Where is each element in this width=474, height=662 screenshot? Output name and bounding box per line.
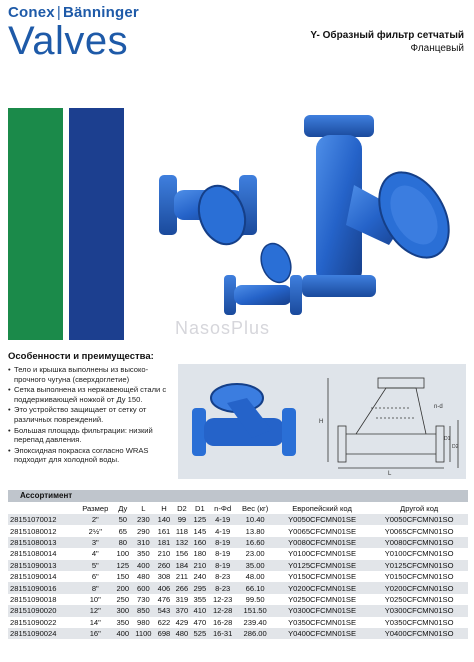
table-cell: Y0050CFCMN01SO <box>370 514 468 525</box>
table-cell: 151.50 <box>236 605 273 616</box>
table-cell: 980 <box>132 617 155 628</box>
table-cell: 160 <box>191 537 209 548</box>
table-cell: Y0300CFCMN01SE <box>274 605 370 616</box>
valve-photo-image <box>182 368 312 476</box>
feature-item: • Тело и крышка выполнены из высоко-прочного чугуна (сверхдоглетие) <box>8 365 176 384</box>
table-cell: 184 <box>173 560 191 571</box>
feature-item: • Сетка выполнена из нержавеющей стали с поддерживающей ножкой от Ду 150. <box>8 385 176 404</box>
table-cell: 8-19 <box>209 548 237 559</box>
table-cell: 28151080013 <box>8 537 77 548</box>
table-cell: 286.00 <box>236 628 273 639</box>
product-title: Y- Образный фильтр сетчатый <box>310 30 464 41</box>
table-cell: 295 <box>191 582 209 593</box>
small-valve-icon <box>224 239 302 315</box>
dim-nd-label: n-d <box>434 404 443 410</box>
table-cell: 12" <box>77 605 114 616</box>
brand-separator: | <box>56 4 61 21</box>
technical-drawing <box>316 368 464 476</box>
table-cell: Y0400CFCMN01SO <box>370 628 468 639</box>
table-cell: 140 <box>155 514 173 525</box>
table-row <box>8 548 468 559</box>
table-header-cell: Вес (кг) <box>236 502 273 514</box>
table-cell: 161 <box>155 525 173 536</box>
table-cell: 622 <box>155 617 173 628</box>
table-cell: 400 <box>114 628 132 639</box>
table-cell: 5" <box>77 560 114 571</box>
feature-item: • Большая площадь фильтрации: низкий перепад давления. <box>8 426 176 445</box>
table-cell: Y0300CFCMN01SO <box>370 605 468 616</box>
table-cell: 145 <box>191 525 209 536</box>
table-cell: 28151090020 <box>8 605 77 616</box>
table-cell: 410 <box>191 605 209 616</box>
table-cell: Y0125CFCMN01SE <box>274 560 370 571</box>
table-header-cell: n-Φd <box>209 502 237 514</box>
table-cell: 48.00 <box>236 571 273 582</box>
assortment-table <box>8 502 468 639</box>
table-cell: Y0250CFCMN01SO <box>370 594 468 605</box>
table-header-cell: H <box>155 502 173 514</box>
green-stripe <box>8 108 63 340</box>
table-cell: 239.40 <box>236 617 273 628</box>
table-cell: 150 <box>114 571 132 582</box>
table-row <box>8 525 468 536</box>
hero-valves-image <box>124 95 469 345</box>
table-cell: 156 <box>173 548 191 559</box>
table-cell: 350 <box>114 617 132 628</box>
dim-h-label: H <box>319 419 324 425</box>
table-header-cell: L <box>132 502 155 514</box>
table-cell: 266 <box>173 582 191 593</box>
table-cell: 525 <box>191 628 209 639</box>
table-cell: 200 <box>114 582 132 593</box>
blue-stripe <box>69 108 124 340</box>
table-cell: 35.00 <box>236 560 273 571</box>
table-cell: 28151090014 <box>8 571 77 582</box>
table-header-row <box>8 502 468 514</box>
table-cell: 28151090013 <box>8 560 77 571</box>
table-cell: 310 <box>132 537 155 548</box>
table-row <box>8 537 468 548</box>
table-cell: 260 <box>155 560 173 571</box>
table-cell: Y0050CFCMN01SE <box>274 514 370 525</box>
table-cell: 10" <box>77 594 114 605</box>
table-cell: Y0200CFCMN01SO <box>370 582 468 593</box>
table-cell: Y0080CFCMN01SE <box>274 537 370 548</box>
table-cell: 429 <box>173 617 191 628</box>
table-cell: 28151090018 <box>8 594 77 605</box>
assortment-label: Ассортимент <box>8 490 468 502</box>
table-cell: 125 <box>191 514 209 525</box>
table-cell: 4-19 <box>209 525 237 536</box>
table-cell: 28151070012 <box>8 514 77 525</box>
table-cell: 250 <box>114 594 132 605</box>
table-cell: 28151090022 <box>8 617 77 628</box>
table-cell: 406 <box>155 582 173 593</box>
table-cell: 118 <box>173 525 191 536</box>
brand-name-part1: Conex <box>8 4 55 21</box>
dim-d1-label: D1 <box>444 436 451 442</box>
table-cell: 1100 <box>132 628 155 639</box>
table-cell: 8-23 <box>209 571 237 582</box>
table-row <box>8 571 468 582</box>
watermark: NasosPlus <box>175 318 271 338</box>
features-list <box>8 365 176 465</box>
table-cell: 16-28 <box>209 617 237 628</box>
table-row <box>8 582 468 593</box>
features-section <box>8 351 176 466</box>
table-cell: 8-19 <box>209 560 237 571</box>
table-cell: 470 <box>191 617 209 628</box>
table-cell: 66.10 <box>236 582 273 593</box>
table-cell: Y0250CFCMN01SE <box>274 594 370 605</box>
table-cell: 300 <box>114 605 132 616</box>
table-cell: 480 <box>132 571 155 582</box>
table-cell: Y0065CFCMN01SE <box>274 525 370 536</box>
table-cell: 16" <box>77 628 114 639</box>
table-cell: 181 <box>155 537 173 548</box>
table-cell: 8" <box>77 582 114 593</box>
table-cell: Y0400CFCMN01SE <box>274 628 370 639</box>
features-heading: Особенности и преимущества: <box>8 351 154 362</box>
assortment-table-section <box>8 490 468 639</box>
table-header-cell: Ду <box>114 502 132 514</box>
brand-logo <box>8 4 139 64</box>
table-cell: 476 <box>155 594 173 605</box>
table-cell: 13.80 <box>236 525 273 536</box>
table-cell: 10.40 <box>236 514 273 525</box>
table-cell: 4" <box>77 548 114 559</box>
table-cell: 480 <box>173 628 191 639</box>
table-cell: 400 <box>132 560 155 571</box>
table-cell: Y0100CFCMN01SE <box>274 548 370 559</box>
table-cell: Y0150CFCMN01SO <box>370 571 468 582</box>
table-cell: Y0100CFCMN01SO <box>370 548 468 559</box>
table-cell: 12-23 <box>209 594 237 605</box>
feature-item: • Эпоксидная покраска согласно WRAS подходит для холодной воды. <box>8 446 176 465</box>
table-cell: Y0350CFCMN01SO <box>370 617 468 628</box>
table-header-cell: D1 <box>191 502 209 514</box>
table-cell: 8-23 <box>209 582 237 593</box>
brand-line: Valves <box>8 19 129 63</box>
table-header-cell: Другой код <box>370 502 468 514</box>
feature-item: • Это устройство защищает от сетку от различных повреждений. <box>8 405 176 424</box>
table-header-cell: D2 <box>173 502 191 514</box>
table-cell: 543 <box>155 605 173 616</box>
table-cell: Y0350CFCMN01SE <box>274 617 370 628</box>
table-cell: 2" <box>77 514 114 525</box>
table-cell: 211 <box>173 571 191 582</box>
table-cell: 290 <box>132 525 155 536</box>
table-cell: 350 <box>132 548 155 559</box>
table-row <box>8 605 468 616</box>
dim-l-label: L <box>388 471 392 476</box>
table-cell: 125 <box>114 560 132 571</box>
table-cell: 319 <box>173 594 191 605</box>
table-cell: 65 <box>114 525 132 536</box>
table-cell: 210 <box>155 548 173 559</box>
table-cell: Y0125CFCMN01SO <box>370 560 468 571</box>
table-cell: 50 <box>114 514 132 525</box>
table-cell: 6" <box>77 571 114 582</box>
table-row <box>8 514 468 525</box>
product-subtitle: Фланцевый <box>410 43 464 54</box>
table-header-cell: Европейский код <box>274 502 370 514</box>
table-cell: Y0080CFCMN01SO <box>370 537 468 548</box>
table-cell: 850 <box>132 605 155 616</box>
table-cell: Y0065CFCMN01SO <box>370 525 468 536</box>
table-cell: 355 <box>191 594 209 605</box>
table-cell: 600 <box>132 582 155 593</box>
table-row <box>8 560 468 571</box>
table-cell: 12-28 <box>209 605 237 616</box>
table-row <box>8 628 468 639</box>
table-cell: 8-19 <box>209 537 237 548</box>
table-cell: 28151090016 <box>8 582 77 593</box>
table-cell: 28151080012 <box>8 525 77 536</box>
table-cell: 16-31 <box>209 628 237 639</box>
table-header-cell: Размер <box>77 502 114 514</box>
table-cell: 730 <box>132 594 155 605</box>
table-cell: 210 <box>191 560 209 571</box>
table-cell: 230 <box>132 514 155 525</box>
table-cell: 28151090024 <box>8 628 77 639</box>
table-cell: Y0150CFCMN01SE <box>274 571 370 582</box>
table-cell: 28151080014 <box>8 548 77 559</box>
table-cell: 100 <box>114 548 132 559</box>
table-cell: 99.50 <box>236 594 273 605</box>
large-valve-icon <box>302 115 463 297</box>
table-cell: 370 <box>173 605 191 616</box>
table-cell: 99 <box>173 514 191 525</box>
product-title-block <box>310 30 464 54</box>
table-cell: 4-19 <box>209 514 237 525</box>
table-row <box>8 617 468 628</box>
table-cell: 308 <box>155 571 173 582</box>
dim-d2-label: D2 <box>452 444 459 450</box>
brand-name-part2: Bänninger <box>62 4 139 21</box>
table-cell: 23.00 <box>236 548 273 559</box>
table-cell: 132 <box>173 537 191 548</box>
table-cell: 3" <box>77 537 114 548</box>
table-body <box>8 514 468 639</box>
table-cell: 240 <box>191 571 209 582</box>
table-cell: 180 <box>191 548 209 559</box>
medium-valve-icon <box>159 175 257 251</box>
table-cell: 2½" <box>77 525 114 536</box>
table-row <box>8 594 468 605</box>
table-cell: Y0200CFCMN01SE <box>274 582 370 593</box>
table-cell: 14" <box>77 617 114 628</box>
table-cell: 698 <box>155 628 173 639</box>
table-cell: 16.60 <box>236 537 273 548</box>
table-header-cell <box>8 502 77 514</box>
table-cell: 80 <box>114 537 132 548</box>
